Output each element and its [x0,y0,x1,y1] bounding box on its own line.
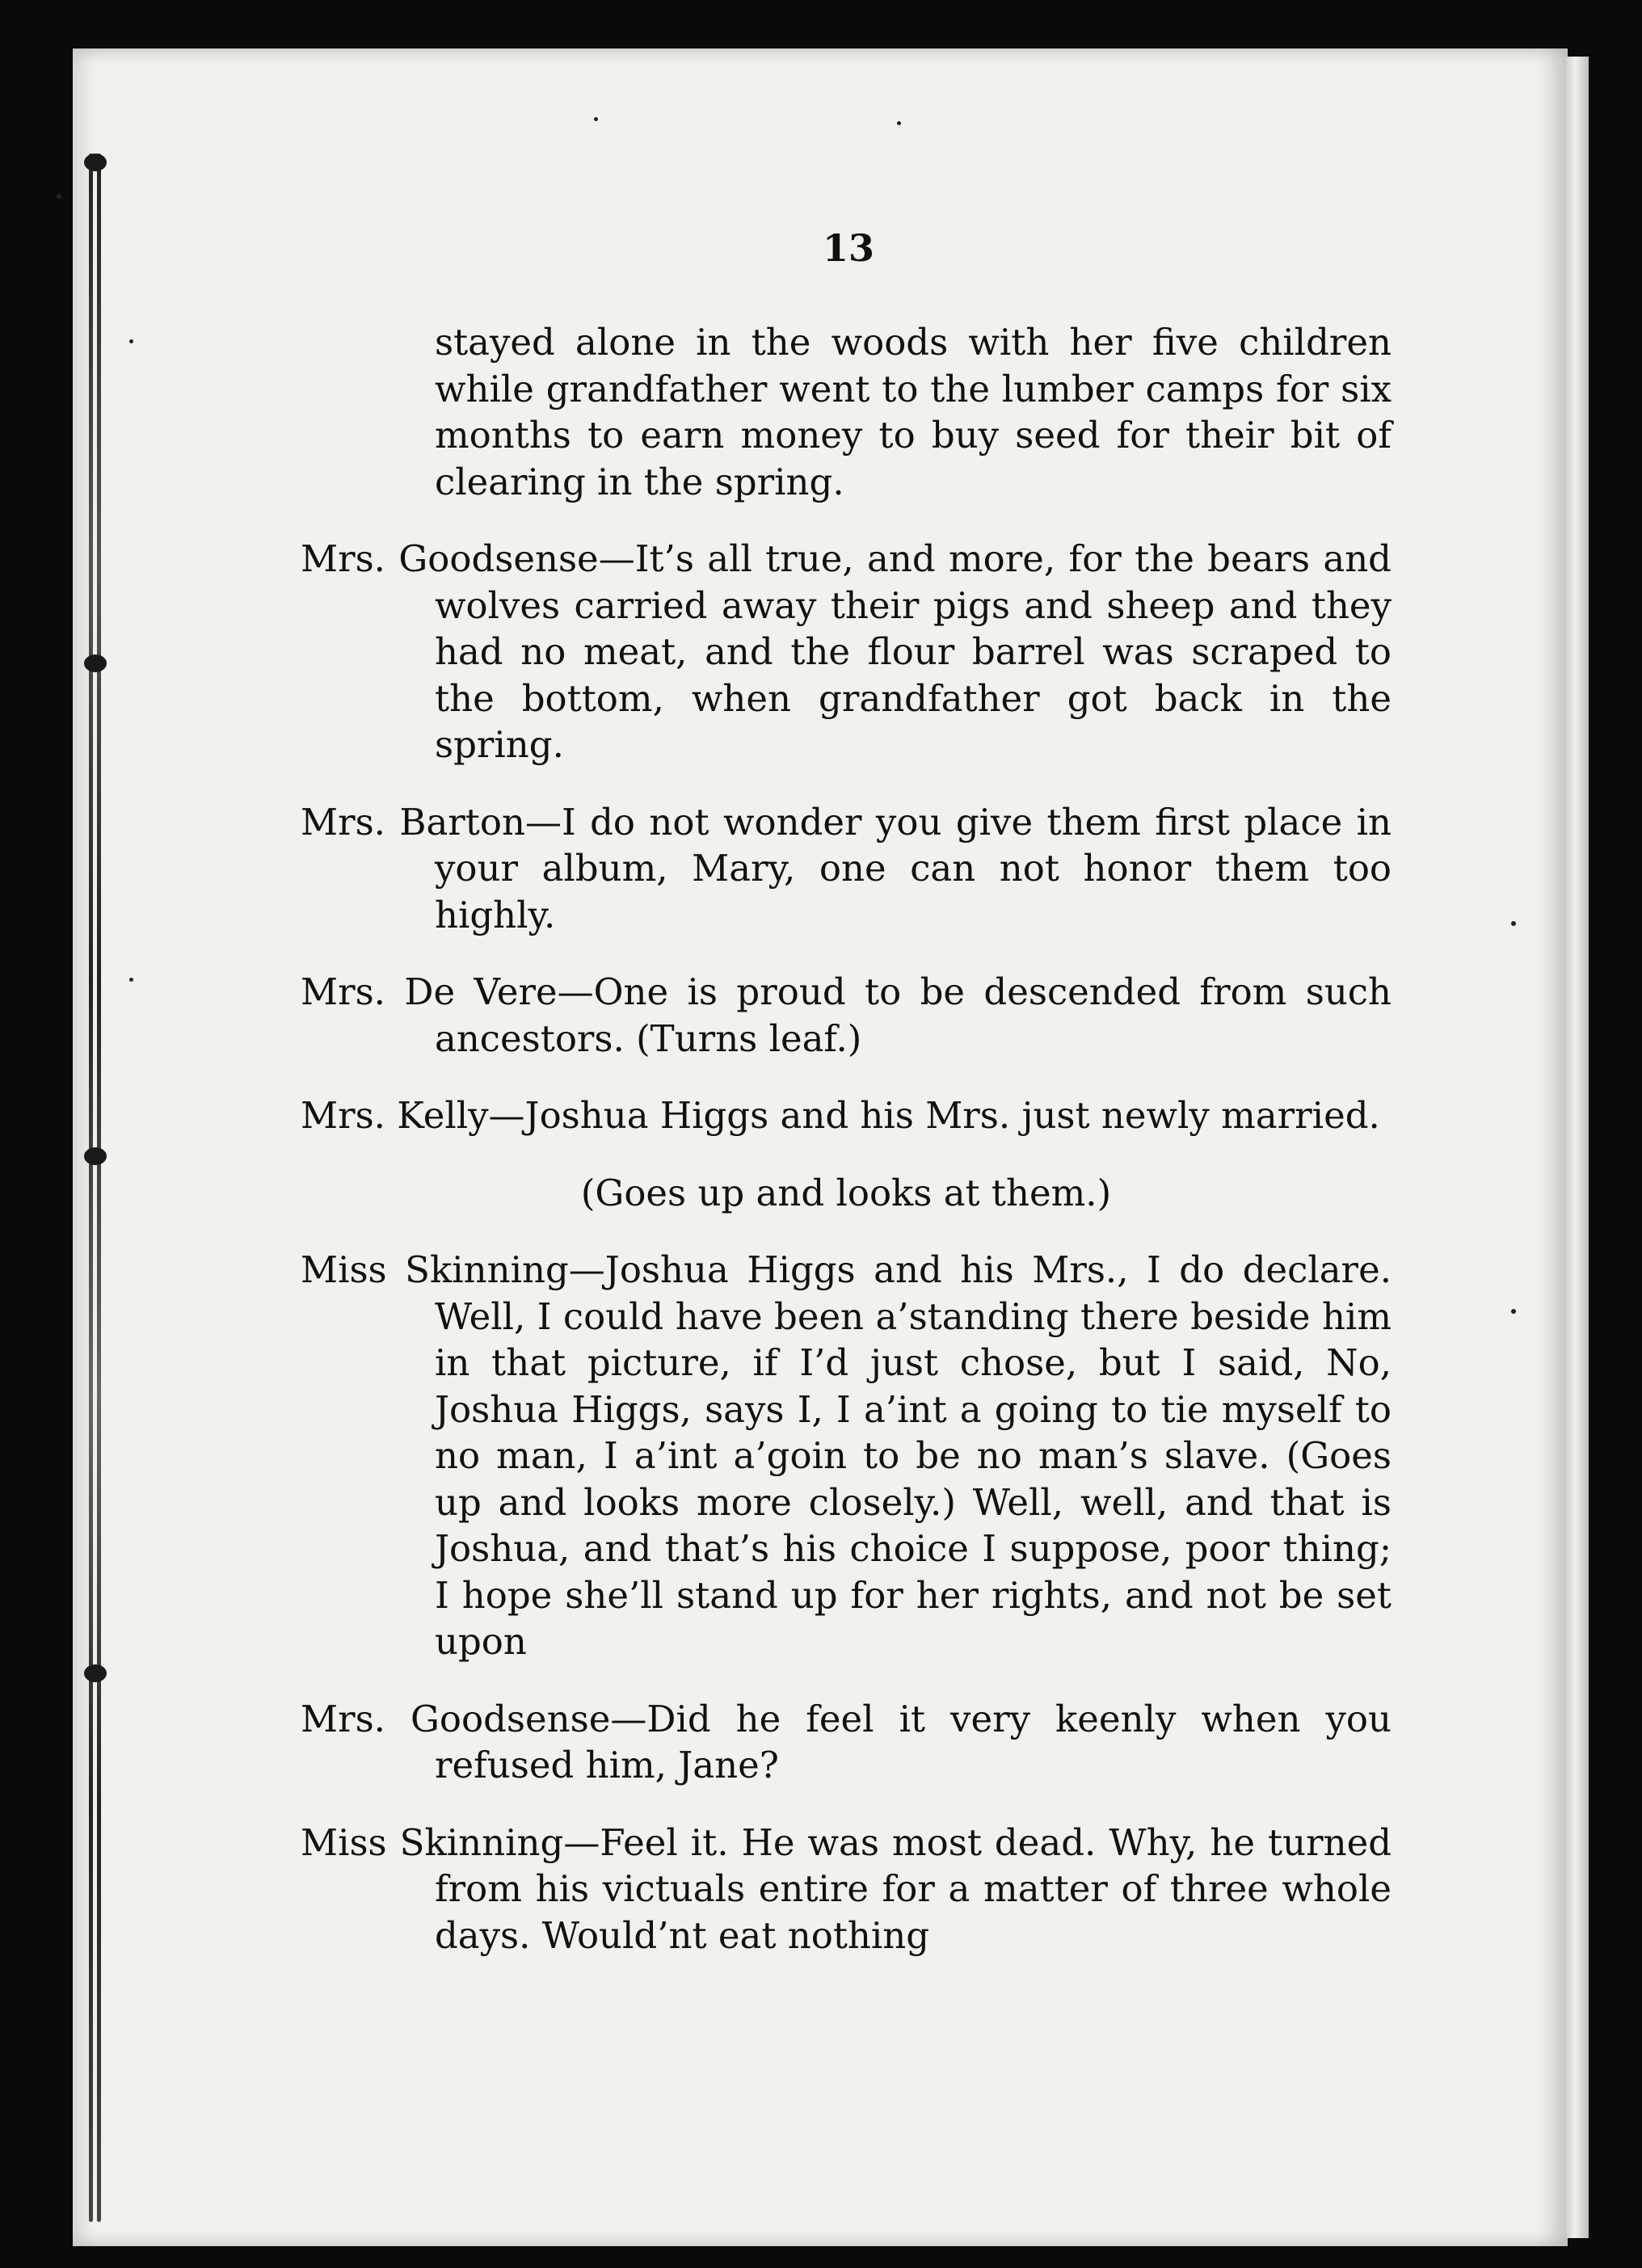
paragraph [301,1820,1391,1959]
speck [594,117,598,121]
line-text: —Joshua Higgs and his Mrs., I do declare. Well, I could have been a’standing there beside him in that picture, if I’d just chose, but I said, No, Joshua Higgs, says I, I a’int a going to tie myself to no man, I a’int a’goin to be no man’s slave. (Goes up and looks more closely.) Well, well, and that is Joshua, and that’s his choice I suppose, poor thing; I hope she’ll stand up for her rights, and not be set upon [435,1248,1392,1663]
paragraph [301,1092,1391,1139]
line-text: —One is proud to be descended from such ancestors. (Turns leaf.) [435,970,1391,1060]
stage-direction: (Goes up and looks at them.) [580,1171,1112,1214]
paragraph [301,799,1391,939]
line-text: —Feel it. He was most dead. Why, he turned from his victuals entire for a matter of three whole days. Would’nt eat nothing [435,1820,1391,1957]
binding-thread [89,154,93,2222]
speaker: Mrs. Goodsense [301,537,599,580]
line-text: —It’s all true, and more, for the bears and wolves carried away their pigs and sheep and they had no meat, and the flour barrel was scraped to the bottom, when grandfather got back in the spring. [435,537,1391,766]
speck [1511,921,1516,926]
speck [57,194,61,199]
page-text [301,319,1391,1989]
page-number: 13 [822,226,874,270]
binding-knot [84,154,107,171]
paragraph [301,319,1391,505]
paragraph [301,1696,1391,1789]
speck [129,339,133,343]
binding-knot [84,654,107,672]
speaker: Miss Skinning [301,1248,569,1291]
speck [1511,1309,1516,1314]
speaker: Mrs. De Vere [301,970,558,1013]
speck [897,121,901,125]
binding-knot [84,1664,107,1682]
speck [129,978,133,982]
speaker: Mrs. Barton [301,800,525,844]
page-edge [1566,57,1589,2238]
line-text: stayed alone in the woods with her five children while grandfather went to the lumber camps for six months to earn money to buy seed for their bit of clearing in the spring. [435,321,1391,503]
speaker: Mrs. Kelly [301,1094,489,1137]
paragraph [301,969,1391,1062]
binding-thread [97,154,101,2222]
binding-knot [84,1147,107,1165]
paragraph [301,536,1391,768]
speaker: Miss Skinning [301,1820,564,1864]
line-text: —Joshua Higgs and his Mrs. just newly married. [488,1094,1380,1137]
line-text: —I do not wonder you give them first place in your album, Mary, one can not honor them too highly. [435,800,1391,936]
paragraph [301,1247,1391,1665]
speaker: Mrs. Goodsense [301,1697,611,1740]
binding-cord [84,154,107,2222]
line-text: —Did he feel it very keenly when you refused him, Jane? [435,1697,1391,1786]
